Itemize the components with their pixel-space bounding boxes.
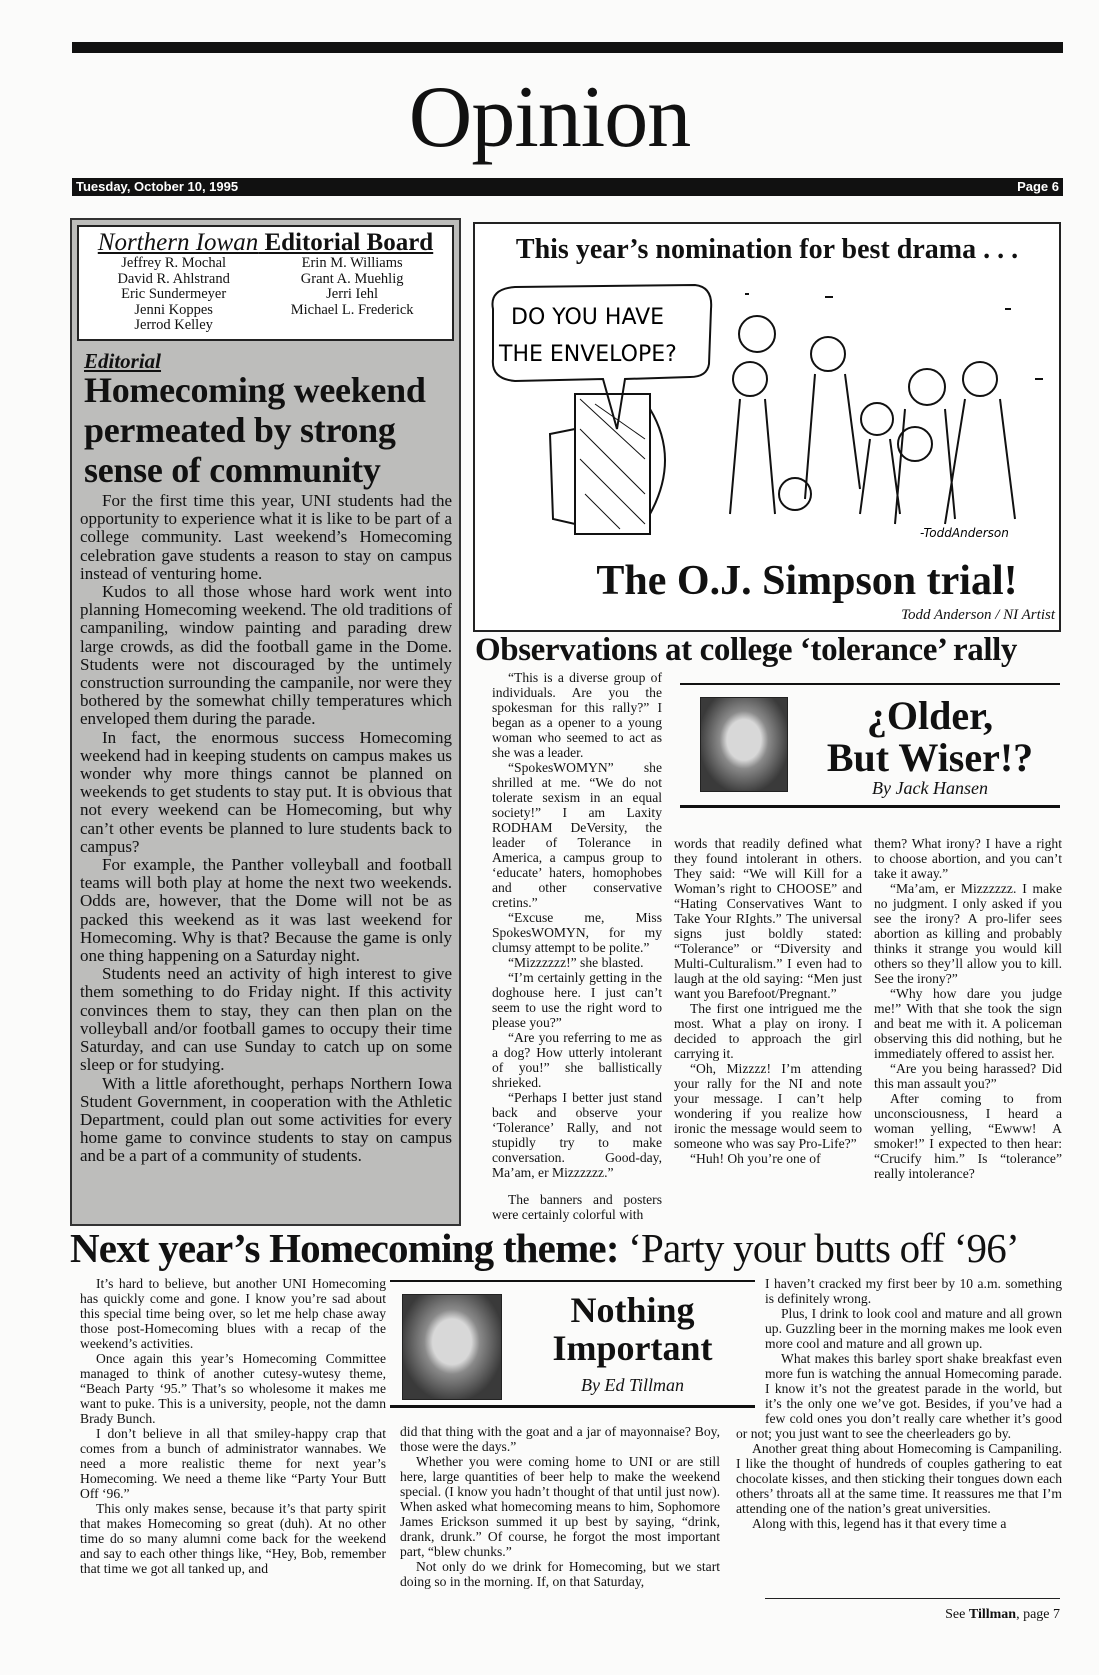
byline: By Ed Tillman <box>581 1375 684 1395</box>
board-member-name: Jerri Iehl <box>326 286 379 302</box>
paragraph: “This is a diverse group of individuals. Are you the spokesman for this rally?” I began as a opener to a young woman who seemed to act as she was a leader. <box>492 670 662 760</box>
issue-date: Tuesday, October 10, 1995 <box>76 179 239 194</box>
speech-line-1: DO YOU HAVE <box>511 305 665 330</box>
tolerance-col-2 <box>674 836 862 1166</box>
paragraph: words that readily defined what they found intolerant in others. They said: “We will Kill for a Woman’s right to CHOOSE” and “Hating Conservatives Want to Take Your RIghts.” The universal signs just boldly stated: “Tolerance” or “Diversity and Multi-Culturalism.” I even had to laugh at the old saying: “Men just want you Barefoot/Pregnant.” <box>674 836 862 1001</box>
cartoon-title: This year’s nomination for best drama . . . <box>515 234 1019 265</box>
editorial-board <box>77 225 454 341</box>
tv-icon <box>550 394 665 534</box>
column-name-line-1: ¿Older, <box>866 693 994 738</box>
byline: By Jack Hansen <box>872 778 988 798</box>
column-header-nothing-important <box>390 1280 755 1408</box>
speech-line-2: THE ENVELOPE? <box>499 342 677 367</box>
paragraph: Not only do we drink for Homecoming, but we start doing so in the morning. If, on that Saturday, <box>400 1559 720 1589</box>
paragraph: “Are you being harassed? Did this man assault you?” <box>874 1061 1062 1091</box>
paragraph: For the first time this year, UNI students had the opportunity to experience what it is like to be part of a college community. Last weekend’s Homecoming celebration gave students a reason to stay on campus instead of venturing home. <box>80 491 452 583</box>
paragraph: Kudos to all those whose hard work went into planning Homecoming weekend. The old traditions of campaniling, window painting and parading drew large crowds, as did the football game in the Dome. Students were not discouraged by the untimely construction surrounding the campanile, nor were they bothered by the somewhat chilly temperatures which enveloped them during the parade. <box>80 582 452 729</box>
date-bar <box>72 178 1063 196</box>
section-title: Opinion <box>408 69 691 166</box>
board-member-name: Jerrod Kelley <box>134 317 213 333</box>
columnist-photo-jack-hansen <box>700 697 788 792</box>
editorial-kicker: Editorial <box>84 349 162 373</box>
editorial-box <box>70 218 461 1226</box>
editorial-headline: Homecoming weekend permeated by strong sense of community <box>84 370 426 490</box>
paragraph: them? What irony? I have a right to choose abortion, and you can’t take it away.” <box>874 836 1062 881</box>
paragraph: “Huh! Oh you’re one of <box>690 1151 821 1166</box>
paragraph: did that thing with the goat and a jar of mayonnaise? Boy, those were the days.” <box>400 1424 720 1454</box>
column-header-older-but-wiser <box>680 683 1060 808</box>
paragraph: “Why how dare you judge me!” With that she took the sign and beat me with it. A policeman observing this did nothing, but he immediately offered to assist her. <box>874 986 1062 1061</box>
board-member-name: Eric Sundermeyer <box>121 286 227 302</box>
tolerance-col-1 <box>492 670 662 1222</box>
column-name <box>800 695 1060 779</box>
paragraph: Whether you were coming home to UNI or are still here, large quantities of beer help to make the weekend special. (I know you hadn’t thought of that until just now). When asked what homecoming means to him, Sophomore James Erickson summed it up best by saying, “drink, drank, drunk.” Of course, he forgot the most important part, “blew chunks.” <box>400 1454 720 1559</box>
paragraph: Another great thing about Homecoming is Campaniling. I like the thought of hundreds of couples gathering to eat chocolate kisses, and then sticking their tongues down each others’ throats all at the same time. It reassures me that I’m attending one of the nation’s great universities. <box>736 1441 1062 1516</box>
board-member-name: Jenni Koppes <box>134 301 213 318</box>
headline-bold: Next year’s Homecoming theme: <box>70 1225 629 1271</box>
editorial-cartoon <box>473 222 1061 632</box>
paragraph: The first one intrigued me the most. What a play on irony. I decided to approach the girl carrying it. <box>674 1001 862 1061</box>
paragraph: This only makes sense, because it’s that party spirit that makes Homecoming so great (duh). At no other time do so many alumni come back for the weekend and say to each other things like, “Hey, Bob, remember that time we got all tanked up, and <box>80 1501 386 1576</box>
paragraph: Along with this, legend has it that every time a <box>752 1516 1007 1531</box>
board-member-name: Jeffrey R. Mochal <box>121 255 227 271</box>
board-title <box>87 229 444 256</box>
columnist-photo-ed-tillman <box>402 1294 502 1400</box>
paragraph: I haven’t cracked my first beer by 10 a.m. something is definitely wrong. <box>765 1276 1062 1306</box>
tillman-headline <box>70 1226 1065 1270</box>
editorial-body <box>80 492 452 1166</box>
tillman-col-1 <box>80 1276 386 1576</box>
paper-name: Northern Iowan <box>97 229 259 256</box>
board-member-name: Grant A. Muehlig <box>300 270 404 287</box>
paragraph: “Are you referring to me as a dog? How utterly intolerant of you!” she ballistically shrieked. <box>492 1030 662 1090</box>
paragraph: The banners and posters were certainly colorful with <box>492 1192 662 1222</box>
column-name-line-1: Nothing <box>570 1290 695 1330</box>
column-indent-spacer <box>736 1276 765 1426</box>
cartoon-punchline: The O.J. Simpson trial! <box>596 558 1018 604</box>
tillman-col-2 <box>400 1424 720 1589</box>
top-rule <box>72 42 1063 53</box>
board-names-right <box>291 256 414 334</box>
headline-rest: ‘Party your butts off ‘96’ <box>628 1225 1019 1271</box>
paragraph: “SpokesWOMYN” she shrilled at me. “We do not tolerate sexism in an equal society!” I am Laxity RODHAM DeVersity, the leader of Tolerance in America, a campus group to ‘educate’ haters, homophobes and other conservative cretins.” <box>492 760 662 910</box>
paragraph: Plus, I drink to look cool and mature and all grown up. Guzzling beer in the morning makes me look even more cool and mature and all grown up. <box>765 1306 1062 1351</box>
paragraph: With a little aforethought, perhaps Northern Iowa Student Government, in cooperation with the Athletic Department, could plan out some activities for every home game to convince students to stay on campus and be a part of a community of students. <box>80 1073 452 1166</box>
jump-name: Tillman <box>968 1607 1017 1622</box>
board-names-left <box>117 256 229 334</box>
crowd-illustration <box>730 294 1043 524</box>
jump-prefix: See <box>945 1607 969 1622</box>
column-name-line-2: Important <box>552 1327 713 1368</box>
tillman-col-3 <box>736 1276 1062 1531</box>
board-member-name: Erin M. Williams <box>301 255 403 271</box>
paragraph: What makes this barley sport shake breakfast even more fun is watching the annual Homecoming parade. I know it’s not the greatest parade in the world, but it’s the only one we’ve got. Besides, if you’ve had a few cold ones you don’t really care whether it’s good or not; you just want to see the cheerleaders go by. <box>736 1351 1062 1441</box>
cartoon-drawing <box>475 269 1059 554</box>
board-member-name: Michael L. Frederick <box>290 301 414 318</box>
board-member-name: David R. Ahlstrand <box>117 270 230 287</box>
tolerance-col-3 <box>874 836 1062 1181</box>
paragraph: Students need an activity of high interest to give them something to do Friday night. If this activity convinces them to stay, they can then plan on the volleyball and/or football games to occupy their time Saturday, and can use Sunday to catch up on some sleep or for studying. <box>80 964 452 1075</box>
paragraph: I don’t believe in all that smiley-happy crap that comes from a bunch of administrator wannabes. We need a more realistic theme for next year’s Homecoming. We need a theme like “Party Your Butt Off ‘96.” <box>80 1426 386 1501</box>
paragraph: “Perhaps I better just stand back and observe your ‘Tolerance’ Rally, and not stupidly try to make conversation. Good-day, Ma’am, er Mizzzzzz.” <box>492 1090 662 1180</box>
board-title-text: Editorial Board <box>258 229 434 256</box>
column-name-line-2: But Wiser!? <box>826 735 1034 780</box>
paragraph: “Excuse me, Miss SpokesWOMYN, for my clumsy attempt to be polite.” <box>492 910 662 955</box>
paragraph: It’s hard to believe, but another UNI Homecoming has quickly come and gone. I know you’re sad about this special time being over, so let me help chase away those post-Homecoming blues with a recap of the weekend’s activities. <box>80 1276 386 1351</box>
paragraph: For example, the Panther volleyball and football teams will both play at home the next two weekends. Odds are, however, that the Dome will not be as packed this weekend as it was last weekend for Homecoming. Why is that? Because the game is only one thing happening on a Saturday night. <box>80 855 452 966</box>
paragraph: In fact, the enormous success Homecoming weekend had in keeping students on campus makes us wonder why more things cannot be planned on weekends to get students to stay put. It is obvious that not every weekend can be Homecoming, but why can’t other events be planned to lure students back to campus? <box>80 727 452 856</box>
jump-page: , page 7 <box>1016 1607 1060 1622</box>
paragraph: Once again this year’s Homecoming Committee managed to think of another cutesy-wutesy theme, “Beach Party ‘95.” That’s so wholesome it makes me want to puke. This is a university, people, not the damn Brady Bunch. <box>80 1351 386 1426</box>
cartoon-credit: Todd Anderson / NI Artist <box>901 607 1055 623</box>
page-number: Page 6 <box>1017 179 1059 194</box>
column-name <box>510 1292 755 1368</box>
paragraph: After coming to from unconsciousness, I heard a woman yelling, “Ewww! A smoker!” I expected to then hear: “Crucify him.” Is “tolerance” really intolerance? <box>874 1091 1062 1181</box>
continued-jump-line[interactable] <box>765 1598 1060 1623</box>
artist-signature: -ToddAnderson <box>920 526 1009 540</box>
paragraph: “Mizzzzzz!” she blasted. <box>508 955 644 970</box>
paragraph: “Ma’am, er Mizzzzzz. I make no judgment. I only asked if you see the irony? A pro-lifer sees abortion as killing and probably thinks it strange you would kill others so they’ll allow you to kill. See the irony?” <box>874 881 1062 986</box>
paragraph: “Oh, Mizzzz! I’m attending your rally for the NI and note your message. I can’t help wondering if you realize how ironic the message would seem to someone who was say Pro-Life?” <box>674 1061 862 1151</box>
tolerance-headline: Observations at college ‘tolerance’ rally <box>475 632 1017 668</box>
paragraph: “I’m certainly getting in the doghouse here. I just can’t seem to use the right word to please you?” <box>492 970 662 1030</box>
